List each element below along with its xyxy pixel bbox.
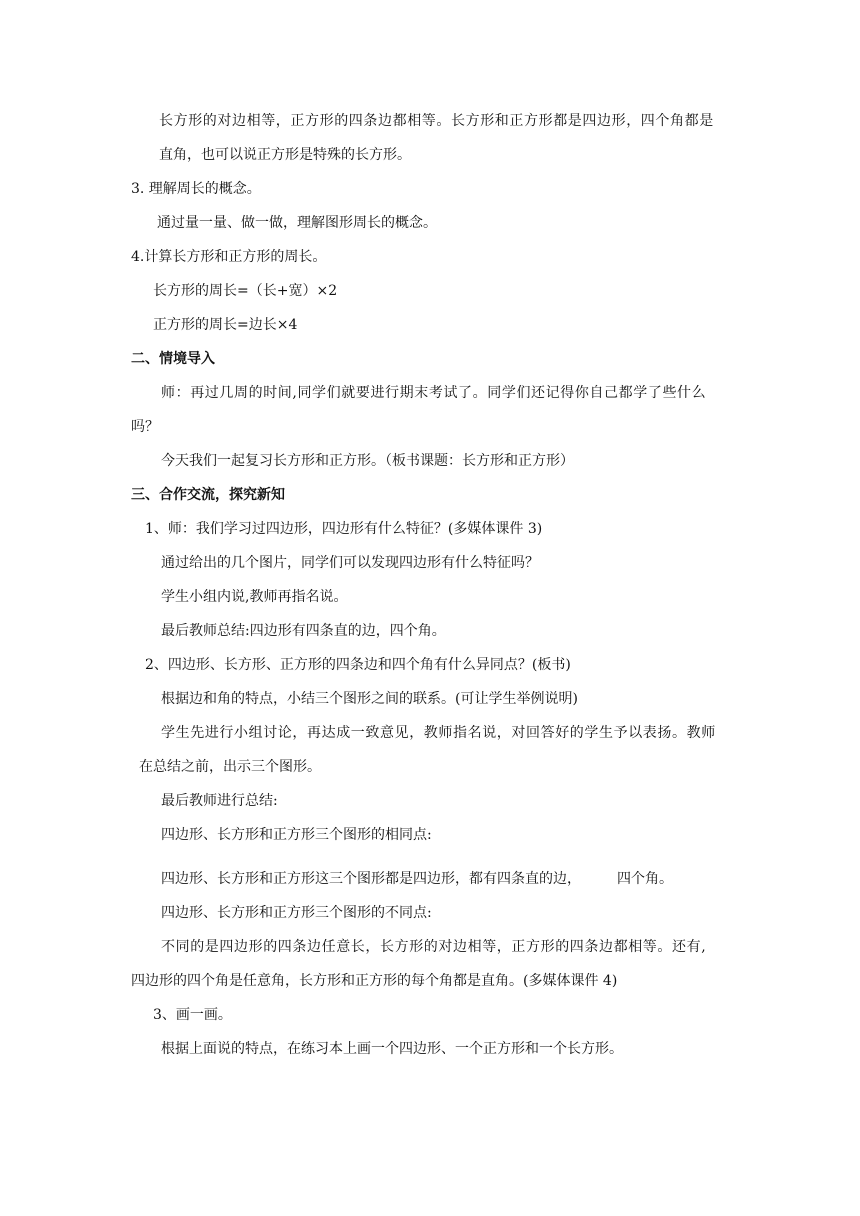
paragraph-line: 根据边和角的特点，小结三个图形之间的联系。(可让学生举例说明) <box>161 691 578 707</box>
same-points-text: 四边形、长方形和正方形这三个图形都是四边形，都有四条直的边， <box>161 871 581 887</box>
section-heading-2: 二、情境导入 <box>131 351 215 367</box>
paragraph-line: 吗？ <box>131 419 159 435</box>
paragraph-line: 最后教师进行总结: <box>161 793 278 809</box>
same-points-tail: 四个角。 <box>617 871 673 887</box>
paragraph-line: 今天我们一起复习长方形和正方形。（板书课题：长方形和正方形） <box>161 453 574 469</box>
paragraph-line: 通过给出的几个图片，同学们可以发现四边形有什么特征吗？ <box>161 555 539 571</box>
paragraph-line: 直角，也可以说正方形是特殊的长方形。 <box>159 147 411 163</box>
paragraph-line: 不同的是四边形的四条边任意长，长方形的对边相等，正方形的四条边都相等。还有, <box>161 939 707 955</box>
paragraph-line: 根据上面说的特点，在练习本上画一个四边形、一个正方形和一个长方形。 <box>161 1041 623 1057</box>
paragraph-line: 四边形的四个角是任意角，长方形和正方形的每个角都是直角。(多媒体课件 4) <box>131 973 618 989</box>
paragraph-line: 通过量一量、做一做，理解图形周长的概念。 <box>157 215 437 231</box>
paragraph-line: 学生小组内说,教师再指名说。 <box>161 589 348 605</box>
paragraph-line: 长方形的对边相等，正方形的四条边都相等。长方形和正方形都是四边形，四个角都是 <box>159 113 714 129</box>
paragraph-line: 最后教师总结:四边形有四条直的边，四个角。 <box>161 623 446 639</box>
paragraph-line: 学生先进行小组讨论，再达成一致意见，教师指名说，对回答好的学生予以表扬。教师 <box>161 725 716 741</box>
formula-rectangle-perimeter: 长方形的周长=（长+宽）×2 <box>153 283 338 299</box>
list-item-4: 4.计算长方形和正方形的周长。 <box>131 249 327 265</box>
paragraph-line: 四边形、长方形和正方形三个图形的不同点: <box>161 905 432 921</box>
formula-square-perimeter: 正方形的周长=边长×4 <box>153 317 298 333</box>
section-heading-3: 三、合作交流，探究新知 <box>131 487 285 503</box>
paragraph-line: 师：再过几周的时间,同学们就要进行期末考试了。同学们还记得你自己都学了些什么 <box>161 385 707 401</box>
paragraph-line <box>161 870 673 888</box>
list-item-2: 2、四边形、长方形、正方形的四条边和四个角有什么异同点？(板书) <box>145 657 571 673</box>
paragraph-line: 在总结之前，出示三个图形。 <box>139 759 321 775</box>
list-item-1: 1、师：我们学习过四边形，四边形有什么特征？(多媒体课件 3) <box>145 521 543 537</box>
list-item-3: 3. 理解周长的概念。 <box>131 181 261 197</box>
list-item-3-draw: 3、画一画。 <box>153 1007 232 1023</box>
paragraph-line: 四边形、长方形和正方形三个图形的相同点: <box>161 827 432 843</box>
